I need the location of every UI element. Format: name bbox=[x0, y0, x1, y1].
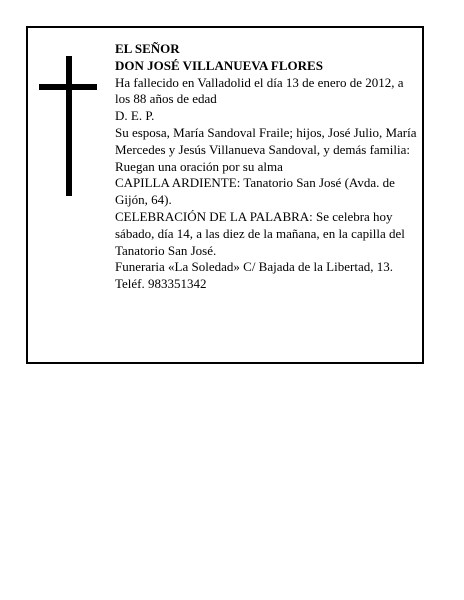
family-text: Su esposa, María Sandoval Fraile; hijos, José Julio, María Mercedes y Jesús Villanueva Sandoval, y demás familia: bbox=[115, 124, 417, 157]
cross-horizontal-bar bbox=[39, 84, 97, 90]
obituary-notice bbox=[26, 26, 424, 364]
death-info: Ha fallecido en Valladolid el día 13 de enero de 2012, a los 88 años de edad bbox=[115, 74, 404, 107]
obituary-text bbox=[115, 41, 420, 293]
chapel-text: CAPILLA ARDIENTE: Tanatorio San José (Avda. de Gijón, 64). bbox=[115, 175, 395, 208]
dep-text: D. E. P. bbox=[115, 108, 155, 124]
funeral-home-text: Funeraria «La Soledad» C/ Bajada de la Libertad, 13. Teléf. 983351342 bbox=[115, 259, 393, 292]
deceased-name: DON JOSÉ VILLANUEVA FLORES bbox=[115, 57, 323, 73]
prayer-text: Ruegan una oración por su alma bbox=[115, 158, 283, 174]
celebration-text: CELEBRACIÓN DE LA PALABRA: Se celebra hoy sábado, día 14, a las diez de la mañana, en la capilla del Tanatorio San José. bbox=[115, 208, 405, 258]
cross-vertical-bar bbox=[66, 56, 72, 196]
notice-title: EL SEÑOR bbox=[115, 41, 180, 56]
